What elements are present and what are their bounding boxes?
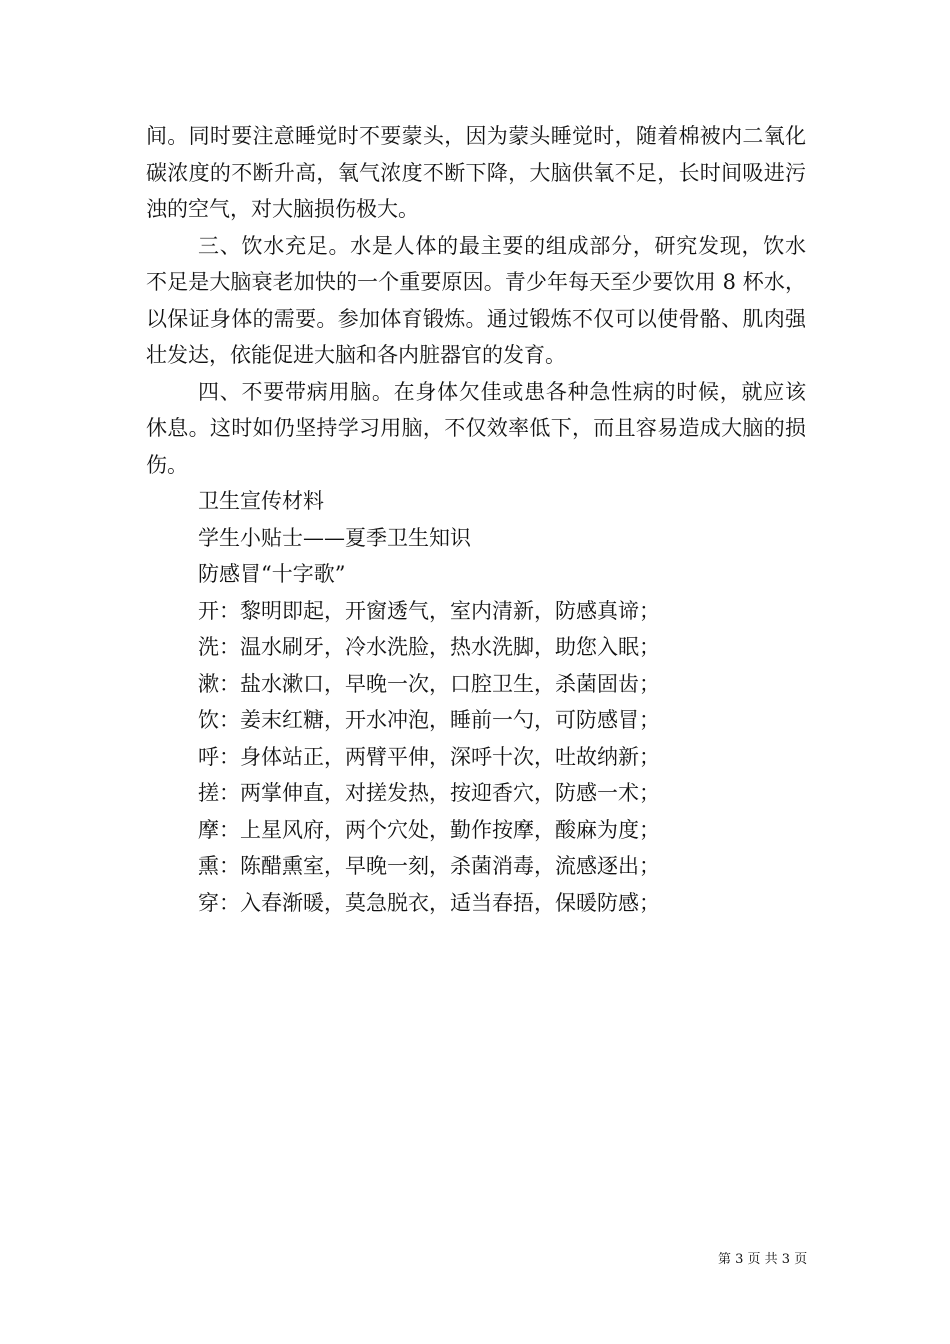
paragraph-drink-water: 三、饮水充足。水是人体的最主要的组成部分，研究发现，饮水不足是大脑衰老加快的一个重要原因。青少年每天至少要饮用 8 杯水，以保证身体的需要。参加体育锻炼。通过锻炼不仅可以使骨骼、肌肉强壮发达，依能促进大脑和各内脏器官的发育。 <box>146 233 806 367</box>
paragraph-sleep-continued: 间。同时要注意睡觉时不要蒙头，因为蒙头睡觉时，随着棉被内二氧化碳浓度的不断升高，氧气浓度不断下降，大脑供氧不足，长时间吸进污浊的空气，对大脑损伤极大。 <box>146 124 806 221</box>
song-line: 饮：姜末红糖，开水冲泡，睡前一勺，可防感冒； <box>198 708 660 732</box>
song-lines <box>146 593 806 922</box>
song-line: 开：黎明即起，开窗透气，室内清新，防感真谛； <box>198 598 660 623</box>
song-line: 搓：两掌伸直，对搓发热，按迎香穴，防感一术； <box>198 781 660 805</box>
song-title: 防感冒“十字歌” <box>198 562 346 586</box>
material-title: 卫生宣传材料 <box>198 489 324 513</box>
song-line: 穿：入春渐暖，莫急脱衣，适当春捂，保暖防感； <box>198 890 660 915</box>
paragraph-no-sick-study: 四、不要带病用脑。在身体欠佳或患各种急性病的时候，就应该休息。这时如仍坚持学习用脑，不仅效率低下，而且容易造成大脑的损伤。 <box>146 379 806 477</box>
tips-subtitle: 学生小贴士——夏季卫生知识 <box>198 525 471 550</box>
song-line: 熏：陈醋熏室，早晚一刻，杀菌消毒，流感逐出； <box>198 854 660 878</box>
song-line: 洗：温水刷牙，冷水洗脸，热水洗脚，助您入眠； <box>198 635 660 659</box>
document-body <box>146 118 806 921</box>
song-line: 漱：盐水漱口，早晚一次，口腔卫生，杀菌固齿； <box>198 671 660 696</box>
page-number-footer: 第 3 页 共 3 页 <box>718 1252 808 1267</box>
song-line: 摩：上星风府，两个穴处，勤作按摩，酸麻为度； <box>198 817 660 842</box>
song-line: 呼：身体站正，两臂平伸，深呼十次，吐故纳新； <box>198 744 660 769</box>
